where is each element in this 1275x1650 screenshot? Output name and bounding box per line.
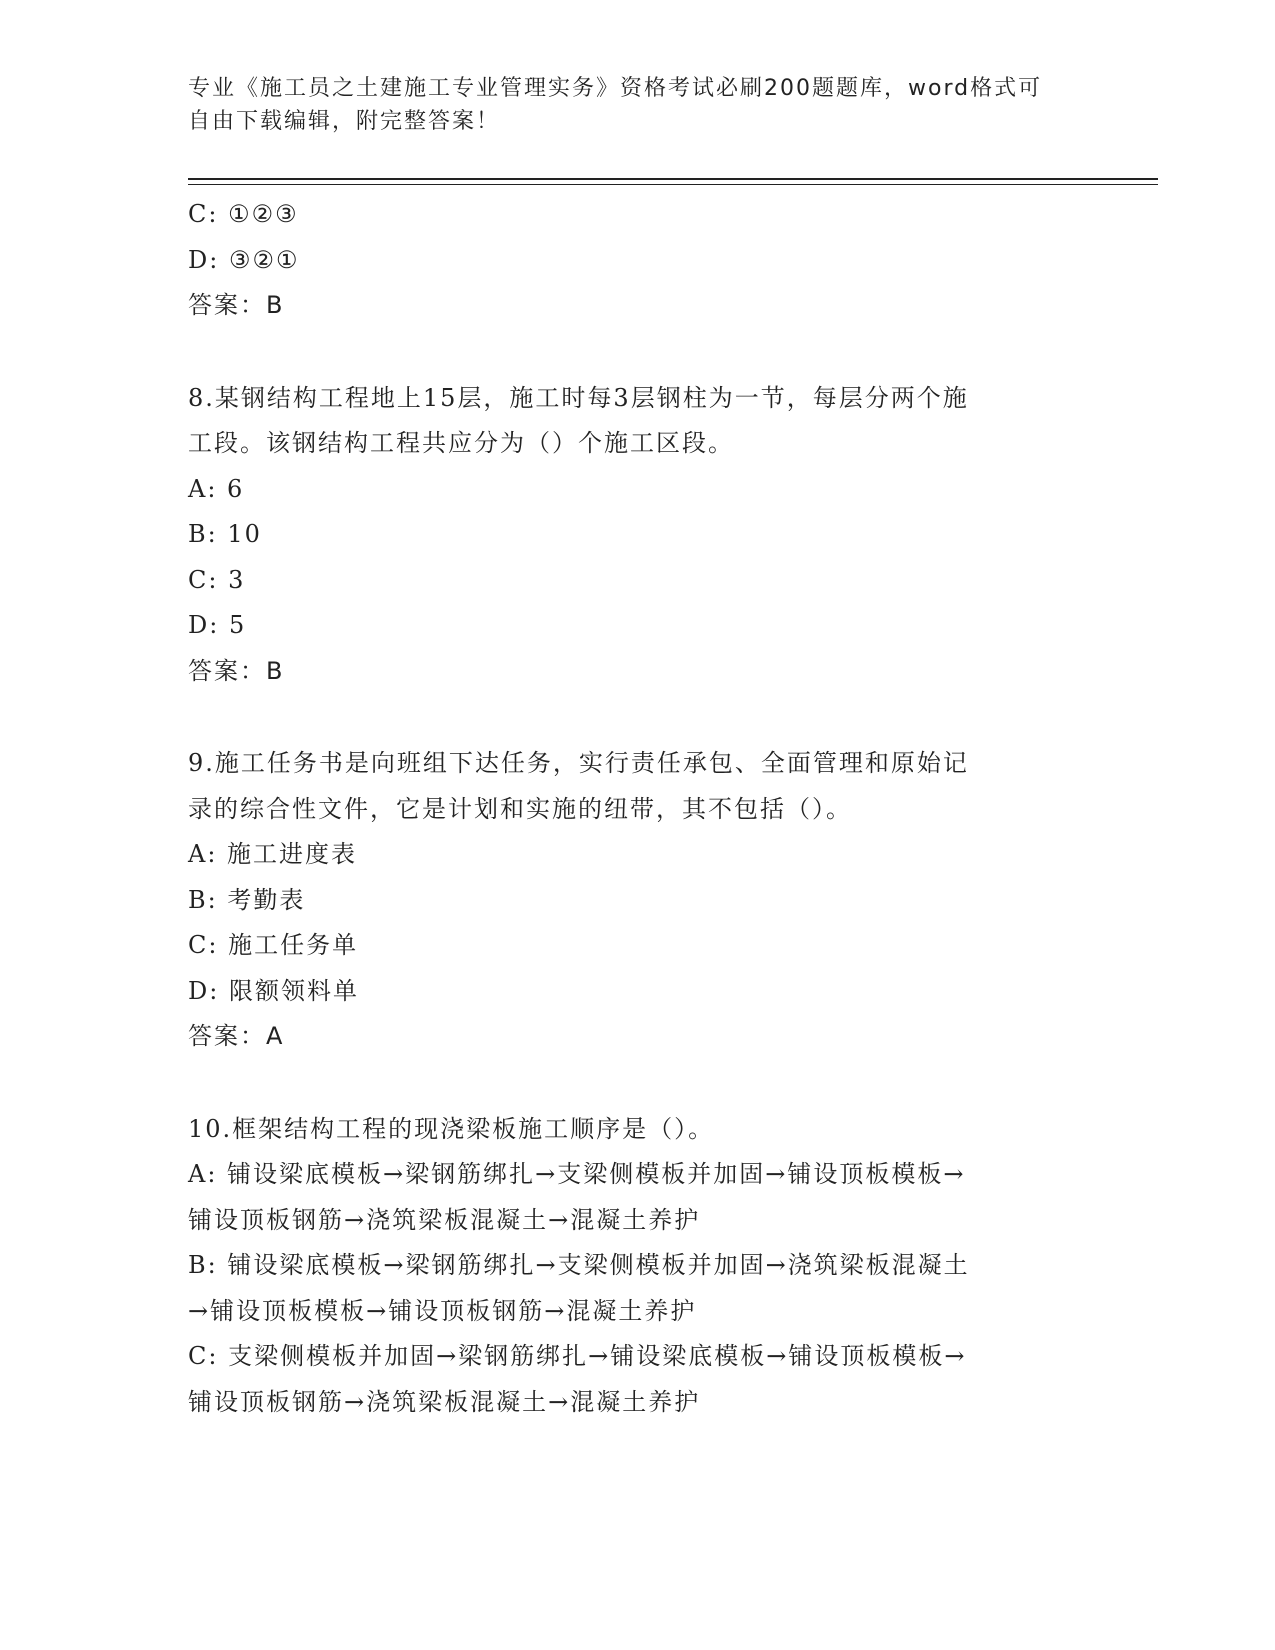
header-line-2: 自由下载编辑，附完整答案！: [188, 109, 501, 134]
question-gap: [188, 1060, 1088, 1107]
option-d: D: 5: [188, 611, 247, 639]
header-divider: [188, 178, 1158, 185]
answer: 答案：B: [188, 656, 285, 685]
header-line-1: 专业《施工员之土建施工专业管理实务》资格考试必刷200题题库，word格式可: [188, 76, 1043, 101]
option-c-line-1: C: 支梁侧模板并加固→梁钢筋绑扎→铺设梁底模板→铺设顶板模板→: [188, 1342, 967, 1370]
option-c-line-2: 铺设顶板钢筋→浇筑梁板混凝土→混凝土养护: [188, 1387, 701, 1416]
option-b: B: 10: [188, 520, 262, 548]
option-a: A: 施工进度表: [188, 840, 358, 868]
option-c: C: 3: [188, 565, 246, 594]
answer: 答案：A: [188, 1022, 285, 1050]
question-stem-line-1: 8.某钢结构工程地上15层，施工时每3层钢柱为一节，每层分两个施: [188, 383, 969, 412]
option-c: C: ①②③: [188, 200, 299, 228]
option-c: C: 施工任务单: [188, 931, 359, 959]
question-8: [188, 376, 1088, 695]
option-d: D: 限额领料单: [188, 976, 359, 1005]
previous-question-tail: [188, 192, 1088, 329]
question-stem-line-1: 9.施工任务书是向班组下达任务，实行责任承包、全面管理和原始记: [188, 749, 969, 777]
option-d: D: ③②①: [188, 245, 300, 274]
question-gap: [188, 694, 1088, 741]
option-b-line-2: →铺设顶板模板→铺设顶板钢筋→混凝土养护: [188, 1296, 697, 1325]
option-b-line-1: B: 铺设梁底模板→梁钢筋绑扎→支梁侧模板并加固→浇筑梁板混凝土: [188, 1251, 970, 1279]
option-a-line-2: 铺设顶板钢筋→浇筑梁板混凝土→混凝土养护: [188, 1205, 701, 1234]
option-a: A: 6: [188, 474, 245, 503]
question-list: [188, 192, 1088, 1425]
page-header: [188, 72, 1068, 138]
question-stem-line-2: 工段。该钢结构工程共应分为（）个施工区段。: [188, 429, 734, 457]
option-a-line-1: A: 铺设梁底模板→梁钢筋绑扎→支梁侧模板并加固→铺设顶板模板→: [188, 1160, 966, 1188]
question-stem-line-2: 录的综合性文件，它是计划和实施的纽带，其不包括（）。: [188, 794, 852, 823]
option-b: B: 考勤表: [188, 885, 306, 914]
question-9: [188, 741, 1088, 1060]
question-gap: [188, 329, 1088, 376]
question-stem: 10.框架结构工程的现浇梁板施工顺序是（）。: [188, 1114, 715, 1143]
question-10: [188, 1107, 1088, 1426]
answer: 答案：B: [188, 291, 285, 319]
